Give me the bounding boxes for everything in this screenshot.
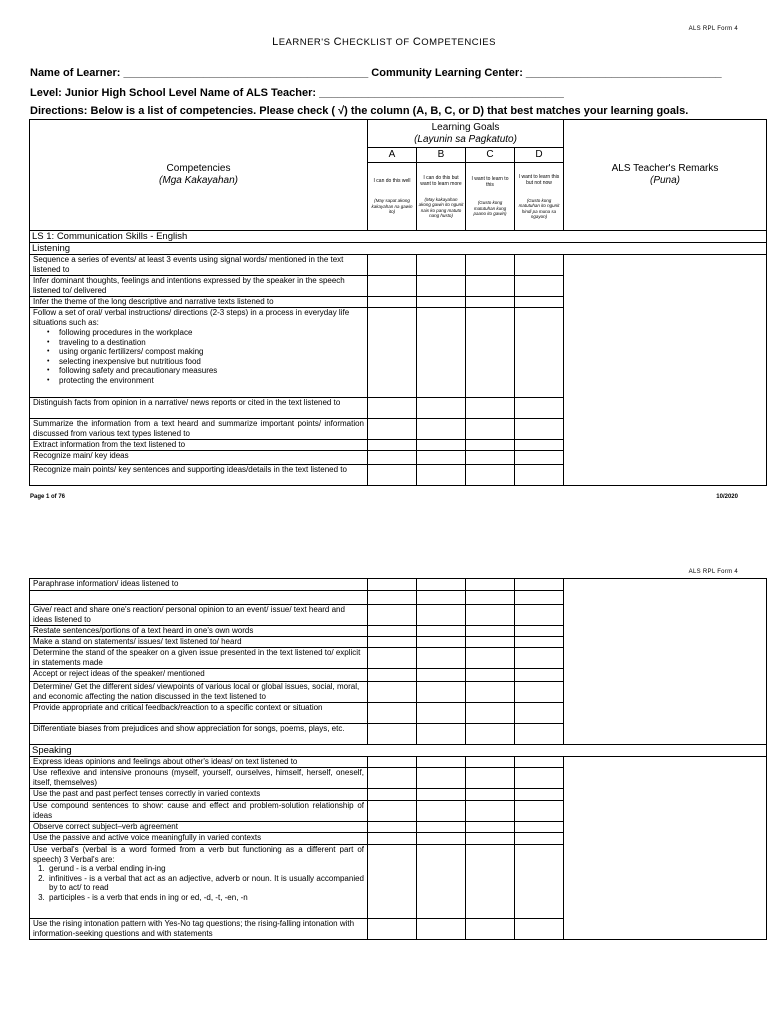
level-line: Level: Junior High School Level Name of ALS Teacher: ________________________________________ [30,87,564,99]
remarks-cell[interactable] [564,255,767,486]
check-d[interactable] [515,724,564,745]
check-c[interactable] [466,297,515,308]
directions-line: Directions: Below is a list of competencies. Please check ( √) the column (A, B, C, or D) that best matches your learning goals. [30,105,689,117]
check-c[interactable] [466,801,515,822]
check-c[interactable] [466,591,515,605]
check-c[interactable] [466,419,515,440]
check-b[interactable] [417,276,466,297]
check-c[interactable] [466,845,515,919]
check-a[interactable] [368,757,417,768]
list-item: • traveling to a destination [47,338,364,348]
check-b[interactable] [417,682,466,703]
check-a[interactable] [368,789,417,801]
competency-text: Recognize main/ key ideas [30,451,368,465]
check-a[interactable] [368,451,417,465]
check-c[interactable] [466,398,515,419]
check-d[interactable] [515,451,564,465]
check-b[interactable] [417,648,466,669]
col-d-header: D [515,148,564,163]
competency-text: Give/ react and share one's reaction/ personal opinion to an event/ issue/ text heard and ideas listened to [30,605,368,626]
check-c[interactable] [466,255,515,276]
check-c[interactable] [466,308,515,398]
check-a[interactable] [368,919,417,940]
check-c[interactable] [466,440,515,451]
check-c[interactable] [466,605,515,626]
section-heading: LS 1: Communication Skills - English [30,231,767,243]
list-item: • protecting the environment [47,376,364,386]
learner-line: Name of Learner: ________________________________________ Community Learning Center: ________________________________ [30,67,722,79]
competency-text: Use the past and past perfect tenses correctly in varied contexts [30,789,368,801]
col-a-desc: I can do this well (May sapat akong kakayahan na gawin ito) [368,163,417,231]
check-a[interactable] [368,440,417,451]
blank-row [30,591,368,605]
check-d[interactable] [515,297,564,308]
check-b[interactable] [417,465,466,486]
check-d[interactable] [515,276,564,297]
competency-table-page-1 [29,119,767,486]
check-b[interactable] [417,768,466,789]
check-c[interactable] [466,465,515,486]
check-b[interactable] [417,845,466,919]
revision-date: 10/2020 [716,494,738,500]
competency-text: Accept or reject ideas of the speaker/ mentioned [30,669,368,682]
check-a[interactable] [368,768,417,789]
check-d[interactable] [515,637,564,648]
check-c[interactable] [466,648,515,669]
check-c[interactable] [466,919,515,940]
list-item: • using organic fertilizers/ compost making [47,347,364,357]
remarks-cell[interactable] [564,757,767,940]
check-d[interactable] [515,579,564,591]
check-d[interactable] [515,465,564,486]
list-item: • following procedures in the workplace [47,328,364,338]
competency-text: Observe correct subject–verb agreement [30,822,368,833]
remarks-cell[interactable] [564,579,767,745]
remarks-header: ALS Teacher's Remarks (Puna) [564,120,767,231]
check-c[interactable] [466,682,515,703]
col-b-header: B [417,148,466,163]
check-b[interactable] [417,833,466,845]
competency-text: Use the passive and active voice meaningfully in varied contexts [30,833,368,845]
check-d[interactable] [515,789,564,801]
check-d[interactable] [515,801,564,822]
check-c[interactable] [466,724,515,745]
check-d[interactable] [515,768,564,789]
check-a[interactable] [368,605,417,626]
list-item: • selecting inexpensive but nutritious food [47,357,364,367]
check-d[interactable] [515,398,564,419]
check-b[interactable] [417,591,466,605]
check-d[interactable] [515,648,564,669]
subsection-speaking: Speaking [30,745,767,757]
check-a[interactable] [368,703,417,724]
competency-text: Use reflexive and intensive pronouns (myself, yourself, ourselves, himself, herself, oneself, itself, themselves) [30,768,368,789]
check-d[interactable] [515,682,564,703]
check-b[interactable] [417,801,466,822]
col-d-desc: I want to learn this but not now (Gusto kong matutuhan ito ngunit hindi pa muna sa ngayon) [515,163,564,231]
verbals-list [33,864,364,902]
check-b[interactable] [417,703,466,724]
competency-text-with-list: Use verbal's (verbal is a word formed from a verb but functioning as a different part of speech) 3 Verbal's are: 1. gerund - is a verbal ending in-ing 2. infinitives - is a verbal that act as an adjective, adverb or noun. It is usually accompanied by to act/ to read 3. participles - is a verb that ends in ing or ed, -d, -t, -en, -n [30,845,368,919]
situation-list [47,328,364,385]
check-d[interactable] [515,605,564,626]
competency-text: Recognize main points/ key sentences and supporting ideas/details in the text listened to [30,465,368,486]
check-a[interactable] [368,591,417,605]
check-d[interactable] [515,703,564,724]
page-2 [0,560,768,1024]
check-d[interactable] [515,757,564,768]
check-a[interactable] [368,626,417,637]
check-a[interactable] [368,845,417,919]
check-c[interactable] [466,276,515,297]
document-title: LEARNER'S CHECKLIST OF COMPETENCIES [272,36,496,48]
check-b[interactable] [417,308,466,398]
check-d[interactable] [515,255,564,276]
subsection-listening: Listening [30,243,767,255]
competency-text: Summarize the information from a text heard and summarize important points/ information discussed from various text types listened to [30,419,368,440]
check-b[interactable] [417,605,466,626]
check-b[interactable] [417,626,466,637]
list-item: • following safety and precautionary measures [47,366,364,376]
check-a[interactable] [368,724,417,745]
check-a[interactable] [368,255,417,276]
col-a-header: A [368,148,417,163]
competency-text: Paraphrase information/ ideas listened to [30,579,368,591]
list-item: 2. infinitives - is a verbal that act as an adjective, adverb or noun. It is usually accompanied by to act/ to read [47,874,364,893]
check-d[interactable] [515,919,564,940]
check-a[interactable] [368,648,417,669]
check-c[interactable] [466,626,515,637]
check-d[interactable] [515,308,564,398]
check-b[interactable] [417,419,466,440]
check-b[interactable] [417,669,466,682]
check-b[interactable] [417,637,466,648]
competency-text: Infer dominant thoughts, feelings and intentions expressed by the speaker in the speech listened to/ delivered [30,276,368,297]
list-item: 1. gerund - is a verbal ending in-ing [47,864,364,874]
list-item: 3. participles - is a verb that ends in ing or ed, -d, -t, -en, -n [47,893,364,903]
check-d[interactable] [515,669,564,682]
competency-text: Distinguish facts from opinion in a narrative/ news reports or cited in the text listened to [30,398,368,419]
competency-text-with-list: Follow a set of oral/ verbal instructions/ directions (2-3 steps) in a process in everyday life situations such as: • following procedures in the workplace • traveling to a destination • using organic fertilizers/ compost making • selecting inexpensive but nutritious food • following safety and precautionary measures • protecting the environment [30,308,368,398]
check-b[interactable] [417,255,466,276]
check-a[interactable] [368,297,417,308]
competency-text: Determine the stand of the speaker on a given issue presented in the text listened to/ explicit in statements made [30,648,368,669]
competency-text: Make a stand on statements/ issues/ text listened to/ heard [30,637,368,648]
form-code: ALS RPL Form 4 [688,26,738,32]
competency-text: Express ideas opinions and feelings about other's ideas/ on text listened to [30,757,368,768]
competency-text: Differentiate biases from prejudices and show appreciation for songs, poems, plays, etc. [30,724,368,745]
check-a[interactable] [368,833,417,845]
check-d[interactable] [515,419,564,440]
check-b[interactable] [417,724,466,745]
form-code: ALS RPL Form 4 [688,569,738,575]
check-d[interactable] [515,626,564,637]
check-c[interactable] [466,703,515,724]
check-d[interactable] [515,591,564,605]
competency-text: Extract information from the text listened to [30,440,368,451]
competency-text: Determine/ Get the different sides/ viewpoints of various local or global issues, social, moral, and economic affecting the nation discussed in the text listened to [30,682,368,703]
check-a[interactable] [368,398,417,419]
col-c-desc: I want to learn to this (Gusto kong matutuhan kung paano ito gawin) [466,163,515,231]
page-number: Page 1 of 76 [30,494,66,500]
col-c-header: C [466,148,515,163]
check-a[interactable] [368,419,417,440]
check-a[interactable] [368,822,417,833]
check-a[interactable] [368,276,417,297]
check-c[interactable] [466,669,515,682]
check-b[interactable] [417,579,466,591]
check-c[interactable] [466,768,515,789]
competency-text: Sequence a series of events/ at least 3 events using signal words/ mentioned in the text listened to [30,255,368,276]
competencies-header: Competencies (Mga Kakayahan) [30,120,368,231]
check-a[interactable] [368,669,417,682]
check-a[interactable] [368,579,417,591]
check-c[interactable] [466,451,515,465]
check-d[interactable] [515,833,564,845]
check-a[interactable] [368,308,417,398]
check-c[interactable] [466,822,515,833]
check-d[interactable] [515,845,564,919]
check-b[interactable] [417,822,466,833]
competency-text: Use the rising intonation pattern with Yes-No tag questions; the rising-falling intonation with information-seeking questions and with statements [30,919,368,940]
check-c[interactable] [466,579,515,591]
competency-text: Provide appropriate and critical feedback/reaction to a specific context or situation [30,703,368,724]
competency-text: Infer the theme of the long descriptive and narrative texts listened to [30,297,368,308]
check-c[interactable] [466,757,515,768]
col-b-desc: I can do this but want to learn more (May kakayahan akong gawin ito ngunit nais ko pang matuto nang husto) [417,163,466,231]
check-a[interactable] [368,465,417,486]
check-c[interactable] [466,833,515,845]
check-d[interactable] [515,440,564,451]
check-b[interactable] [417,297,466,308]
check-b[interactable] [417,451,466,465]
check-b[interactable] [417,919,466,940]
check-a[interactable] [368,682,417,703]
competency-text: Use compound sentences to show: cause and effect and problem-solution relationship of ideas [30,801,368,822]
check-b[interactable] [417,789,466,801]
check-d[interactable] [515,822,564,833]
competency-text: Restate sentences/portions of a text heard in one's own words [30,626,368,637]
check-a[interactable] [368,637,417,648]
competency-table-page-2 [29,578,767,940]
check-b[interactable] [417,440,466,451]
check-c[interactable] [466,789,515,801]
check-c[interactable] [466,637,515,648]
learning-goals-header: Learning Goals (Layunin sa Pagkatuto) [368,120,564,148]
check-b[interactable] [417,398,466,419]
check-b[interactable] [417,757,466,768]
check-a[interactable] [368,801,417,822]
page-1 [0,0,768,510]
